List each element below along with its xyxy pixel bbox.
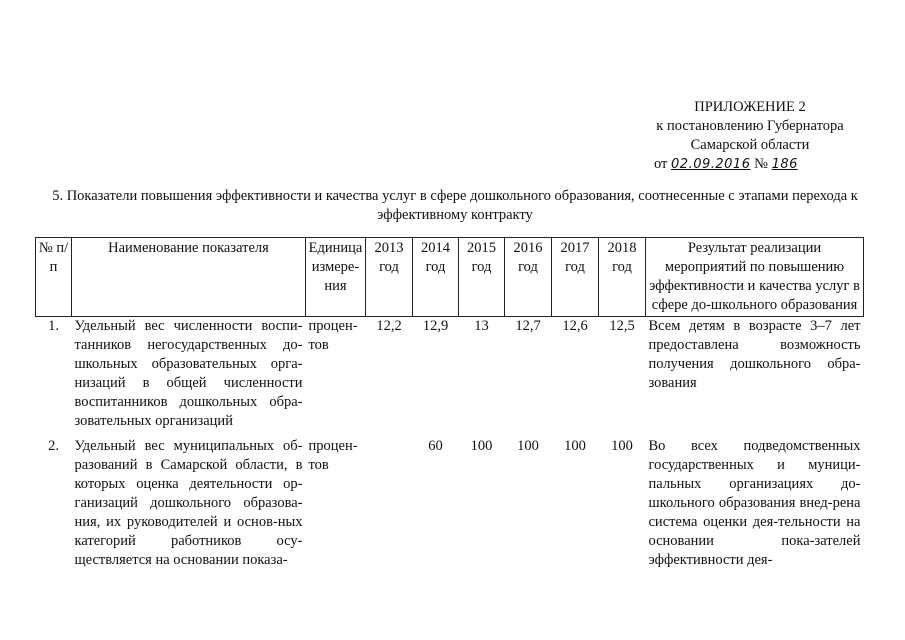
header-2016: 2016 год [505,238,552,317]
indicators-table [35,237,864,570]
table-header-row [36,238,864,317]
header-2017: 2017 год [552,238,599,317]
header-num: № п/п [36,238,72,317]
row-value-2014: 60 [428,438,443,454]
row-num: 2. [48,438,59,454]
row-unit: процен-тов [308,318,358,353]
row-value-2015: 100 [470,438,493,454]
row-value-2017: 100 [564,438,586,454]
row-value-2018: 12,5 [609,318,635,334]
header-2015: 2015 год [459,238,505,317]
handwritten-number: 186 [771,157,798,172]
date-prefix: от [654,156,668,172]
row-value-2017: 12,6 [562,318,588,334]
row-value-2015: 13 [474,318,489,334]
header-name: Наименование показателя [72,238,306,317]
row-value-2013: 12,2 [376,318,402,334]
row-indicator-name: Удельный вес муниципальных об-разований в Самарской области, в которых оценка деятельности ор-ганизаций дошкольного образова-ния, их руководителей и основ-ных категорий работников осу-ществляется на основании показа- [74,438,303,568]
header-result: Результат реализации мероприятий по повышению эффективности и качества услуг в сфере до-школьного образования [646,238,864,317]
header-unit: Единица измере-ния [306,238,366,317]
row-value-2016: 100 [517,438,539,454]
appendix-line-2: Самарской области [690,137,810,153]
appendix-title: ПРИЛОЖЕНИЕ 2 [694,99,806,115]
row-num: 1. [48,318,59,334]
table-row [36,431,864,570]
appendix-block [620,98,880,174]
row-result: Всем детям в возрасте 3–7 лет предоставлена возможность получения дошкольного обра-зования [648,318,861,391]
header-2014: 2014 год [413,238,459,317]
header-2018: 2018 год [599,238,646,317]
row-unit: процен-тов [308,438,358,473]
row-value-2013 [366,431,413,570]
row-value-2018: 100 [611,438,633,454]
row-value-2016: 12,7 [515,318,541,334]
number-prefix: № [754,156,768,172]
header-2013: 2013 год [366,238,413,317]
section-title: 5. Показатели повышения эффективности и качества услуг в сфере дошкольного образования, соотнесенные с этапами перехода к эффективному контракту [52,188,858,223]
table-row [36,317,864,432]
row-indicator-name: Удельный вес численности воспи-танников негосударственных до-школьных образовательных орга-низаций в общей численности воспитанников дошкольных обра-зовательных организаций [74,318,303,429]
row-result: Во всех подведомственных государственных и муници-пальных организациях до-школьного образования внед-рена система оценки дея-тельности на основании пока-зателей эффективности дея- [648,438,861,568]
row-value-2014: 12,9 [422,318,449,334]
handwritten-date: 02.09.2016 [671,157,751,172]
appendix-line-1: к постановлению Губернатора [656,118,844,134]
appendix-date-line [620,155,880,174]
